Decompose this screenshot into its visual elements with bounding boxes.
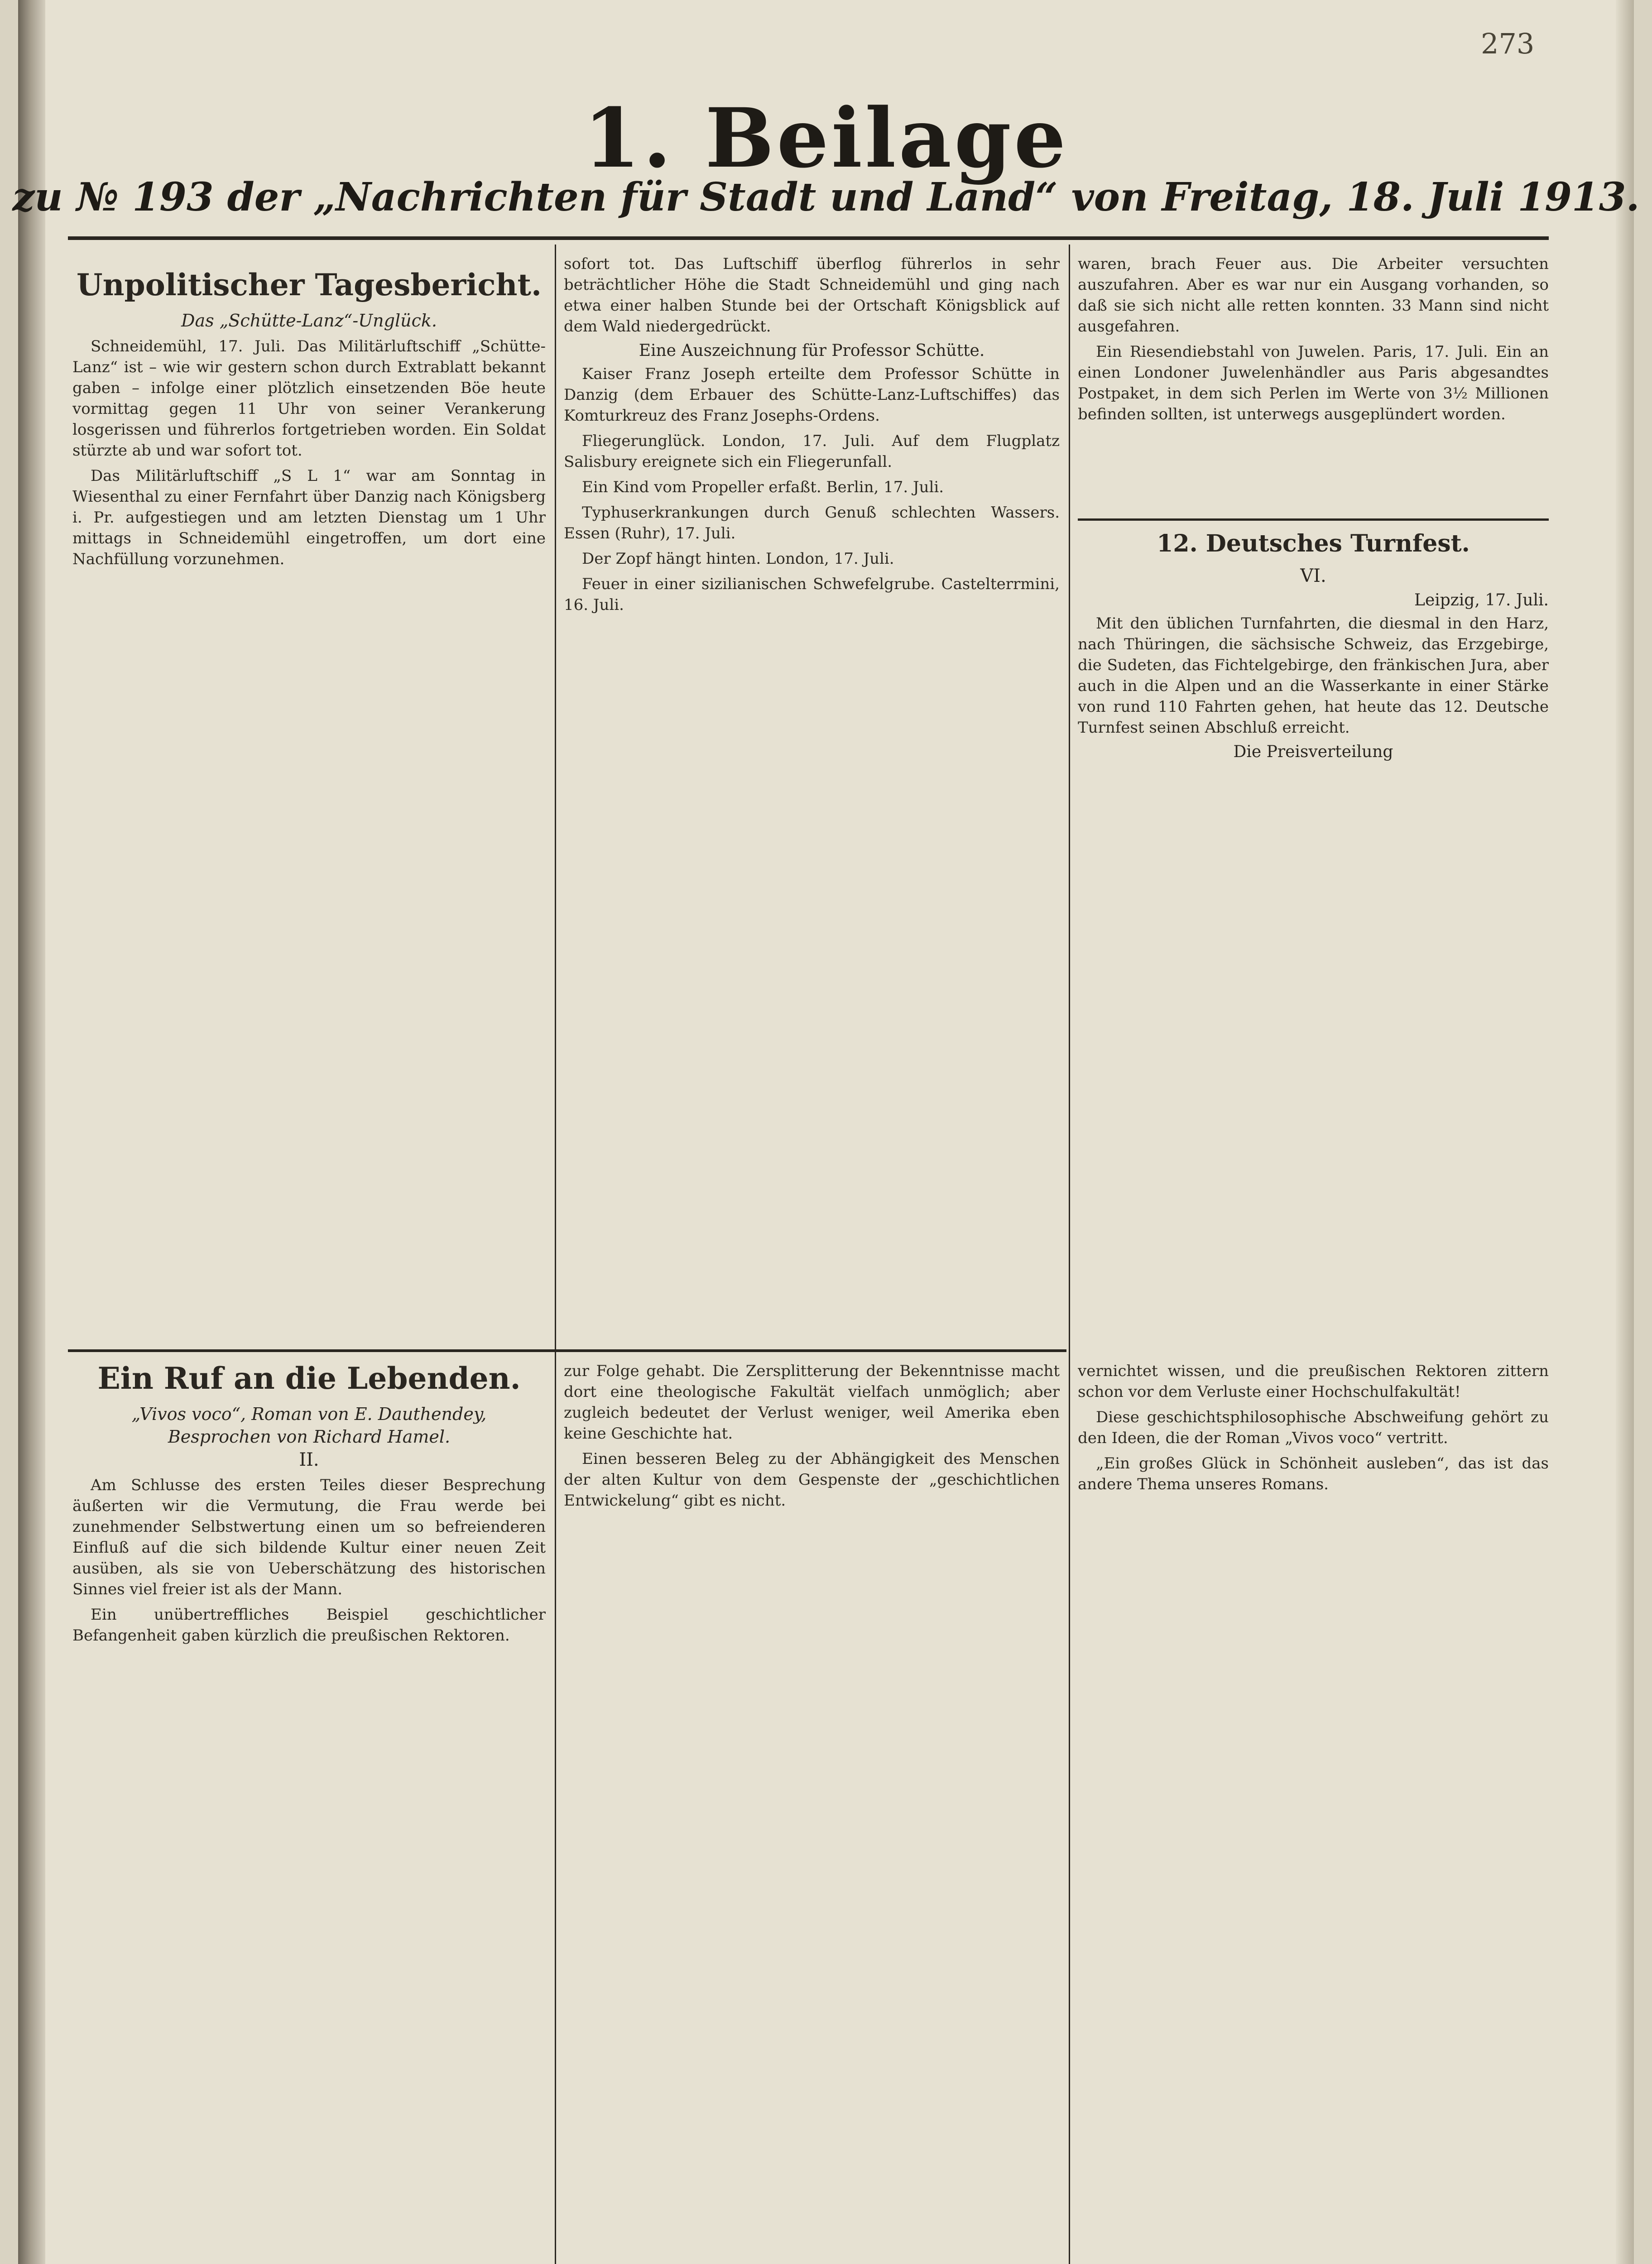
article-subtitle: Das „Schütte-Lanz“-Unglück. <box>181 311 437 331</box>
mid-rule-left <box>68 1349 1066 1352</box>
article-paragraph: Kaiser Franz Joseph erteilte dem Professor Schütte in Danzig (dem Erbauer des Schütte-Lanz-Luftschiffes) das Komturkreuz des Franz Josephs-Ordens. <box>564 365 1060 425</box>
article-paragraph: Ein Riesendiebstahl von Juwelen. Paris, 17. Juli. Ein an einen Londoner Juwelenhändler aus Paris abgesandtes Postpaket, in dem sich Perlen im Werte von 3½ Millionen befinden sollten, ist unterwegs ausgeplündert worden. <box>1078 343 1549 423</box>
masthead-title: 1. Beilage <box>583 91 1069 186</box>
section-number: VI. <box>1300 566 1326 586</box>
article-paragraph: Mit den üblichen Turnfahrten, die diesmal in den Harz, nach Thüringen, die sächsische Schweiz, das Erzgebirge, die Sudeten, das Fichtelgebirge, den fränkischen Jura, aber auch in die Alpen und an die Wasserkante in einer Stärke von rund 110 Fahrten gehen, hat heute das 12. Deutsche Turnfest seinen Abschluß erreicht. <box>1078 614 1549 737</box>
article-paragraph: Feuer in einer sizilianischen Schwefelgrube. Castelterrmini, 16. Juli. <box>564 575 1060 614</box>
dateline: Leipzig, 17. Juli. <box>1414 591 1549 609</box>
review-subtitle: „Vivos voco“, Roman von E. Dauthendey, <box>131 1404 487 1424</box>
article-paragraph: zur Folge gehabt. Die Zersplitterung der Bekenntnisse macht dort eine theologische Fakultät vielfach unmöglich; aber zugleich bedeutet der Verlust weniger, weil Amerika eben keine Geschichte hat. <box>564 1362 1060 1443</box>
column-2-bottom <box>564 1361 1060 2264</box>
review-byline: Besprochen von Richard Hamel. <box>168 1427 451 1447</box>
article-paragraph: Am Schlusse des ersten Teiles dieser Besprechung äußerten wir die Vermutung, die Frau werde bei zunehmender Selbstwertung einen um so befreienderen Einfluß auf die sich bildende Kultur einer neuen Zeit ausüben, als sie von Ueberschätzung des historischen Sinnes viel freier ist als der Mann. <box>72 1476 546 1598</box>
masthead-rule <box>68 236 1549 240</box>
item-heading: Eine Auszeichnung für Professor Schütte. <box>639 341 985 360</box>
column-rule-2 <box>1069 245 1070 2264</box>
article-paragraph: sofort tot. Das Luftschiff überflog führerlos in sehr beträchtlicher Höhe die Stadt Schneidemühl und ging nach etwa einer halben Stunde bei der Ortschaft Königsblick auf dem Wald niedergedrückt. <box>564 255 1060 336</box>
page-edge <box>1616 0 1634 2264</box>
column-1-top <box>72 267 546 1340</box>
page-number: 273 <box>1481 27 1535 60</box>
article-paragraph: Ein unübertreffliches Beispiel geschichtlicher Befangenheit gaben kürzlich die preußischen Rektoren. <box>72 1606 546 1645</box>
article-paragraph: waren, brach Feuer aus. Die Arbeiter versuchten auszufahren. Aber es war nur ein Ausgang vorhanden, so daß sie sich nicht alle retten konnten. 33 Mann sind nicht ausgefahren. <box>1078 255 1549 336</box>
article-paragraph: Das Militärluftschiff „S L 1“ war am Sonntag in Wiesenthal zu einer Fernfahrt über Danzig nach Königsberg i. Pr. aufgestiegen und am letzten Dienstag um 1 Uhr mittags in Schneidemühl eingetroffen, um dort eine Nachfüllung vorzunehmen. <box>72 467 546 568</box>
article-paragraph: Einen besseren Beleg zu der Abhängigkeit des Menschen der alten Kultur von dem Gespenste der „geschichtlichen Entwickelung“ gibt es nicht. <box>564 1450 1060 1510</box>
article-paragraph: Diese geschichtsphilosophische Abschweifung gehört zu den Ideen, die der Roman „Vivos voco“ vertritt. <box>1078 1408 1549 1447</box>
article-paragraph: Typhuserkrankungen durch Genuß schlechten Wassers. Essen (Ruhr), 17. Juli. <box>564 504 1060 542</box>
section-heading: Unpolitischer Tagesbericht. <box>77 267 542 302</box>
item-heading: Die Preisverteilung <box>1233 743 1393 761</box>
article-paragraph: Schneidemühl, 17. Juli. Das Militärluftschiff „Schütte-Lanz“ ist – wie wir gestern schon durch Extrablatt bekannt gaben – infolge einer plötzlich einsetzenden Böe heute vormittag gegen 11 Uhr von seiner Verankerung losgerissen und führerlos fortgetrieben worden. Ein Soldat stürzte ab und war sofort tot. <box>72 337 546 460</box>
issue-subline: zu № 193 der „Nachrichten für Stadt und Land“ von Freitag, 18. Juli 1913. <box>12 174 1640 220</box>
article-ein-ruf <box>72 1361 546 2264</box>
column-3-top <box>1078 254 1549 512</box>
article-paragraph: vernichtet wissen, und die preußischen Rektoren zittern schon vor dem Verluste einer Hochschulfakultät! <box>1078 1362 1549 1401</box>
article-paragraph: „Ein großes Glück in Schönheit ausleben“, das ist das andere Thema unseres Romans. <box>1078 1454 1549 1493</box>
section-heading: Ein Ruf an die Lebenden. <box>97 1361 521 1396</box>
column-3-bottom <box>1078 1361 1549 2264</box>
article-paragraph: Der Zopf hängt hinten. London, 17. Juli. <box>582 550 894 568</box>
section-heading: 12. Deutsches Turnfest. <box>1157 530 1470 557</box>
column-rule-1 <box>555 245 556 2264</box>
column-2-top <box>564 254 1060 1340</box>
article-paragraph: Fliegerunglück. London, 17. Juli. Auf dem Flugplatz Salisbury ereignete sich ein Fliegerunfall. <box>564 432 1060 471</box>
article-paragraph: Ein Kind vom Propeller erfaßt. Berlin, 17. Juli. <box>582 478 944 496</box>
book-spine <box>18 0 45 2264</box>
section-number: II. <box>299 1449 319 1470</box>
mid-rule-right <box>1078 518 1549 521</box>
